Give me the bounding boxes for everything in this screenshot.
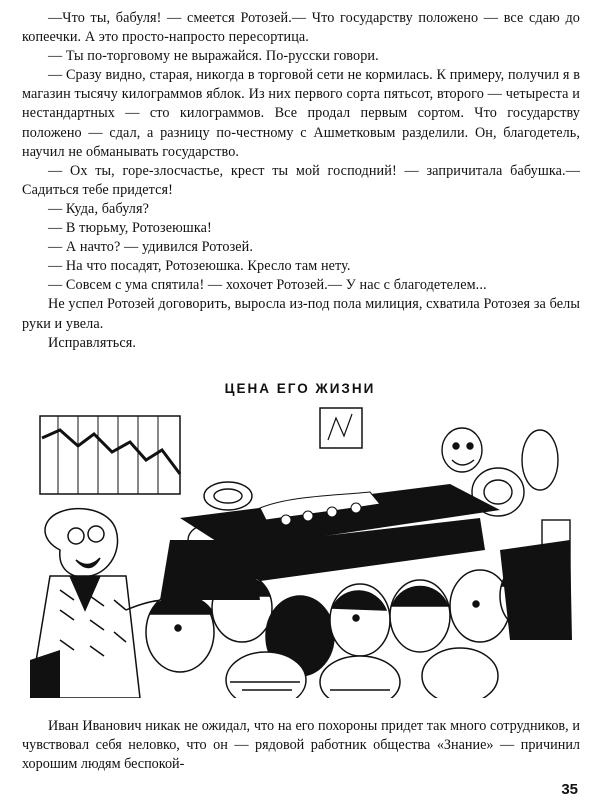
paragraph: — На что посадят, Ротозеюшка. Кресло там нету. — [48, 258, 351, 275]
paragraph: — А начто? — удивился Ротозей. — [48, 239, 254, 256]
paragraph: — Куда, бабуля? — [48, 200, 150, 217]
next-story-text — [22, 717, 580, 774]
funeral-crowd-illustration-icon — [30, 400, 572, 698]
paragraph: Исправляться. — [48, 334, 136, 351]
man-with-wreath — [442, 428, 482, 472]
paragraph: Не успел Ротозей договорить, выросла из-под пола милиция, схватила Ротозея за белы руки и увела. — [22, 296, 580, 332]
paragraph: — Сразу видно, старая, никогда в торговой сети не кормилась. К примеру, получил я в магазин тысячу килограммов яблок. Из них первого сорта пятьсот, второго — четыреста и нестандартных — сто килограммов. Все продал первым сортом. Что государству положено — сдал, а разницу по-честному с Ашметковым разделили. Он, благодетель, научил не обманывать государство. — [22, 67, 580, 160]
wall-chart — [40, 416, 180, 494]
story-text — [22, 9, 580, 353]
section-title: ЦЕНА ЕГО ЖИЗНИ — [224, 381, 376, 396]
paragraph: —Что ты, бабуля! — смеется Ротозей.— Что государству положено — все сдаю до копеечки. А это просто-напросто пересортица. — [22, 10, 580, 46]
paragraph: — Ты по-торговому не выражайся. По-русски говори. — [48, 48, 379, 65]
paragraph: — Совсем с ума спятила! — хохочет Ротозей.— У нас с благодетелем... — [48, 277, 487, 294]
paragraph: — Ох ты, горе-злосчастье, крест ты мой господний! — запричитала бабушка.— Садиться тебе придется! — [22, 162, 580, 198]
paragraph: — В тюрьму, Ротозеюшка! — [48, 220, 212, 237]
paragraph: Иван Иванович никак не ожидал, что на его похороны придет так много сотрудников, и чувствовал себя неловко, что он — рядовой работник общества «Знание» — причинил хорошим людям беспокой- — [22, 718, 580, 773]
page-number: 35 — [561, 781, 578, 798]
